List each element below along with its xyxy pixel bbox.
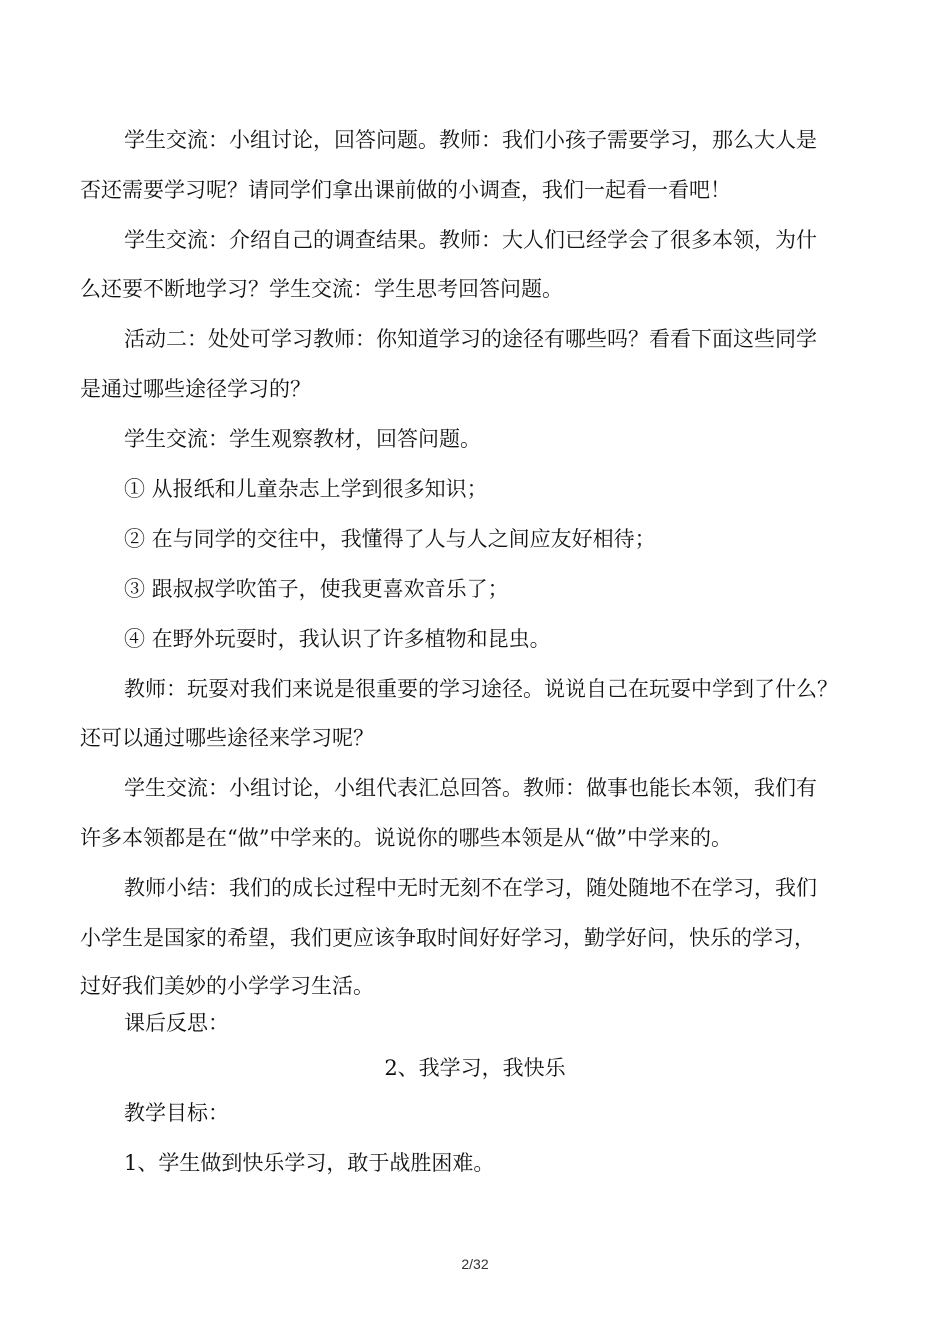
list-item: ③ 跟叔叔学吹笛子，使我更喜欢音乐了；: [124, 577, 509, 601]
text-line: 学生交流：小组讨论，小组代表汇总回答。教师：做事也能长本领，我们有: [124, 776, 817, 800]
text-line: 还可以通过哪些途径来学习呢？: [80, 726, 374, 750]
list-item: ④ 在野外玩耍时，我认识了许多植物和昆虫。: [124, 627, 551, 651]
text-line: 许多本领都是在“做”中学来的。说说你的哪些本领是从“做”中学来的。: [80, 826, 732, 850]
text-line: 学生交流：介绍自己的调查结果。教师：大人们已经学会了很多本领，为什: [124, 228, 817, 252]
text-line: 教师小结：我们的成长过程中无时无刻不在学习，随处随地不在学习，我们: [124, 876, 817, 900]
text-line: 活动二：处处可学习教师：你知道学习的途径有哪些吗？看看下面这些同学: [124, 327, 817, 351]
text-line: 过好我们美妙的小学学习生活。: [80, 974, 374, 998]
text-line: 课后反思：: [124, 1011, 229, 1035]
text-line: 学生交流：小组讨论，回答问题。教师：我们小孩子需要学习，那么大人是: [124, 128, 817, 152]
text-line: 教师：玩耍对我们来说是很重要的学习途径。说说自己在玩耍中学到了什么？: [124, 677, 838, 701]
objective-item: 1、学生做到快乐学习，敢于战胜困难。: [124, 1151, 495, 1175]
text-line: 是通过哪些途径学习的？: [80, 377, 311, 401]
text-line: 么还要不断地学习？学生交流：学生思考回答问题。: [80, 277, 563, 301]
list-item: ① 从报纸和儿童杂志上学到很多知识；: [124, 477, 488, 501]
list-item: ② 在与同学的交往中，我懂得了人与人之间应友好相待；: [124, 527, 656, 551]
text-line: 小学生是国家的希望，我们更应该争取时间好好学习，勤学好问，快乐的学习，: [80, 926, 815, 950]
objectives-label: 教学目标：: [124, 1101, 229, 1125]
text-line: 学生交流：学生观察教材，回答问题。: [124, 427, 481, 451]
text-line: 否还需要学习呢？请同学们拿出课前做的小调查，我们一起看一看吧！: [80, 178, 731, 202]
page-number: 2/32: [461, 1256, 489, 1272]
section-title: 2、我学习，我快乐: [384, 1056, 566, 1080]
